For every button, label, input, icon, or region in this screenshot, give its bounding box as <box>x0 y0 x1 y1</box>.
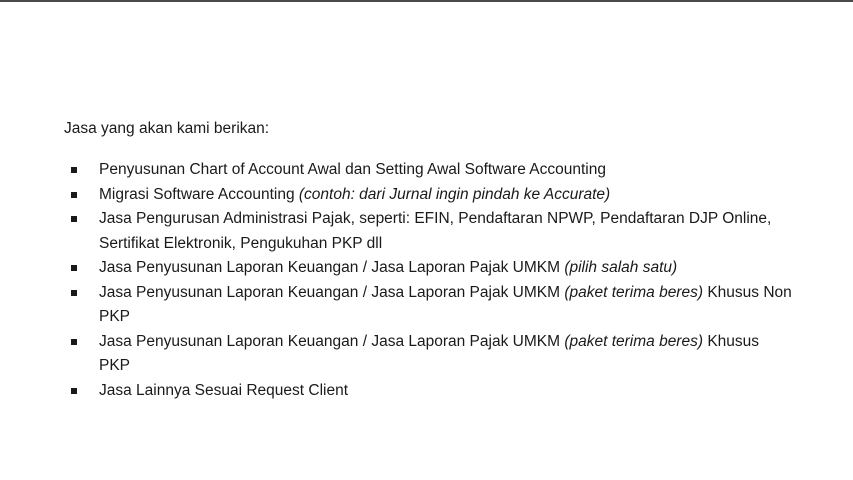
list-item <box>64 183 794 208</box>
service-note: (paket terima beres) <box>564 332 704 350</box>
square-bullet-icon <box>71 216 77 222</box>
list-item <box>64 281 794 330</box>
service-note: (paket terima beres) <box>564 283 704 301</box>
service-text: Jasa Pengurusan Administrasi Pajak, seperti: EFIN, Pendaftaran NPWP, Pendaftaran DJP Online, Sertifikat Elektronik, Pengukuhan PKP dll <box>99 210 772 252</box>
service-text: Penyusunan Chart of Account Awal dan Setting Awal Software Accounting <box>99 161 606 178</box>
square-bullet-icon <box>71 339 77 345</box>
list-item <box>64 158 794 183</box>
service-text: Jasa Penyusunan Laporan Keuangan / Jasa Laporan Pajak UMKM <box>99 332 565 350</box>
service-text: Jasa Penyusunan Laporan Keuangan / Jasa Laporan Pajak UMKM <box>99 259 565 276</box>
square-bullet-icon <box>71 388 77 394</box>
list-item <box>64 207 794 256</box>
service-suffix: Khusus PKP <box>99 332 760 374</box>
list-item <box>64 379 794 404</box>
intro-text: Jasa yang akan kami berikan: <box>64 120 270 137</box>
square-bullet-icon <box>71 290 77 296</box>
service-list <box>64 158 794 403</box>
list-item <box>64 330 794 379</box>
service-suffix: Khusus Non PKP <box>99 283 792 325</box>
service-note: (contoh: dari Jurnal ingin pindah ke Accurate) <box>298 185 611 203</box>
square-bullet-icon <box>71 192 77 198</box>
service-text: Migrasi Software Accounting <box>99 185 299 203</box>
service-note: (pilih salah satu) <box>564 259 678 276</box>
square-bullet-icon <box>71 167 77 173</box>
service-text: Jasa Lainnya Sesuai Request Client <box>99 381 349 399</box>
square-bullet-icon <box>71 265 77 271</box>
list-item <box>64 256 794 281</box>
service-text: Jasa Penyusunan Laporan Keuangan / Jasa Laporan Pajak UMKM <box>99 283 565 301</box>
